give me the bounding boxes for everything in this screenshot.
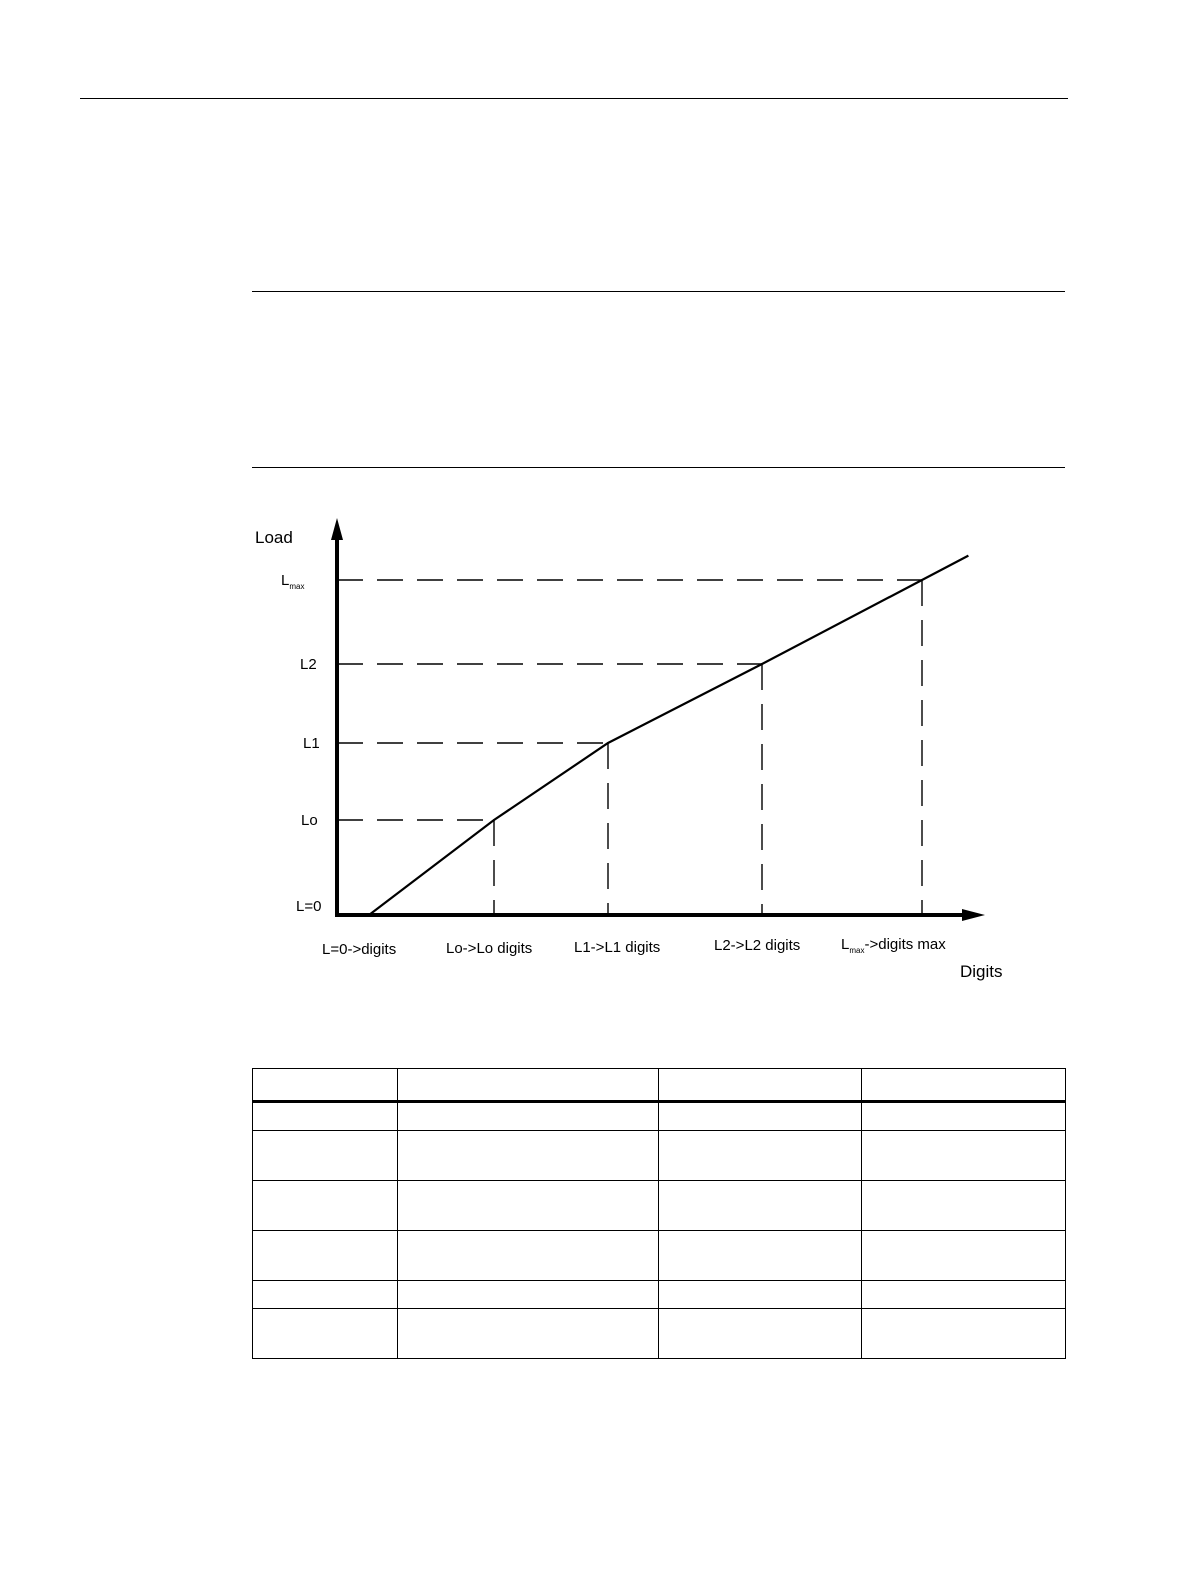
table-cell [398, 1231, 659, 1281]
table-cell [659, 1102, 862, 1131]
table-cell [862, 1069, 1066, 1102]
reference-lines [337, 579, 923, 916]
x-tick-label: Lo->Lo digits [446, 940, 533, 957]
table-cell [398, 1309, 659, 1359]
table-cell [398, 1102, 659, 1131]
table-row [253, 1181, 1066, 1231]
table-cell [862, 1231, 1066, 1281]
table-cell [862, 1309, 1066, 1359]
y-tick-label: L1 [303, 735, 320, 752]
table-cell [659, 1181, 862, 1231]
table-row [253, 1102, 1066, 1131]
table-cell [253, 1281, 398, 1309]
y-tick-label: Lo [301, 812, 318, 829]
y-tick-label: L2 [300, 656, 317, 673]
table-cell [253, 1069, 398, 1102]
table-cell [398, 1131, 659, 1181]
table-row [253, 1309, 1066, 1359]
table-cell [253, 1309, 398, 1359]
y-tick-label: L=0 [296, 898, 322, 915]
table-row [253, 1231, 1066, 1281]
table-cell [659, 1281, 862, 1309]
table-cell [253, 1181, 398, 1231]
table-cell [253, 1131, 398, 1181]
y-tick-label: $L_{max}$ [281, 572, 305, 591]
x-tick-label: L1->L1 digits [574, 939, 661, 956]
x-tick-label: L2->L2 digits [714, 937, 801, 954]
table-cell [398, 1069, 659, 1102]
table-cell [659, 1231, 862, 1281]
y-axis-arrow-icon [331, 518, 343, 540]
x-tick-label: L=0->digits [322, 941, 397, 958]
table-header-row [253, 1069, 1066, 1102]
table-cell [253, 1231, 398, 1281]
table-cell [862, 1131, 1066, 1181]
y-axis-title: Load [255, 528, 293, 547]
table-cell [862, 1281, 1066, 1309]
table-row [253, 1281, 1066, 1309]
calibration-table [252, 1068, 1066, 1359]
table-cell [659, 1309, 862, 1359]
table-cell [659, 1131, 862, 1181]
table-cell [253, 1102, 398, 1131]
x-tick-label: $L_{max}->digits$ max [841, 936, 946, 955]
table-cell [398, 1281, 659, 1309]
table-row [253, 1131, 1066, 1181]
x-tick-labels [322, 936, 946, 958]
calibration-line [369, 556, 968, 915]
table-cell [398, 1181, 659, 1231]
table-cell [659, 1069, 862, 1102]
y-tick-labels [281, 572, 321, 915]
table-cell [862, 1181, 1066, 1231]
table-cell [862, 1102, 1066, 1131]
x-axis-title: Digits [960, 962, 1003, 981]
x-axis-arrow-icon [962, 909, 985, 921]
